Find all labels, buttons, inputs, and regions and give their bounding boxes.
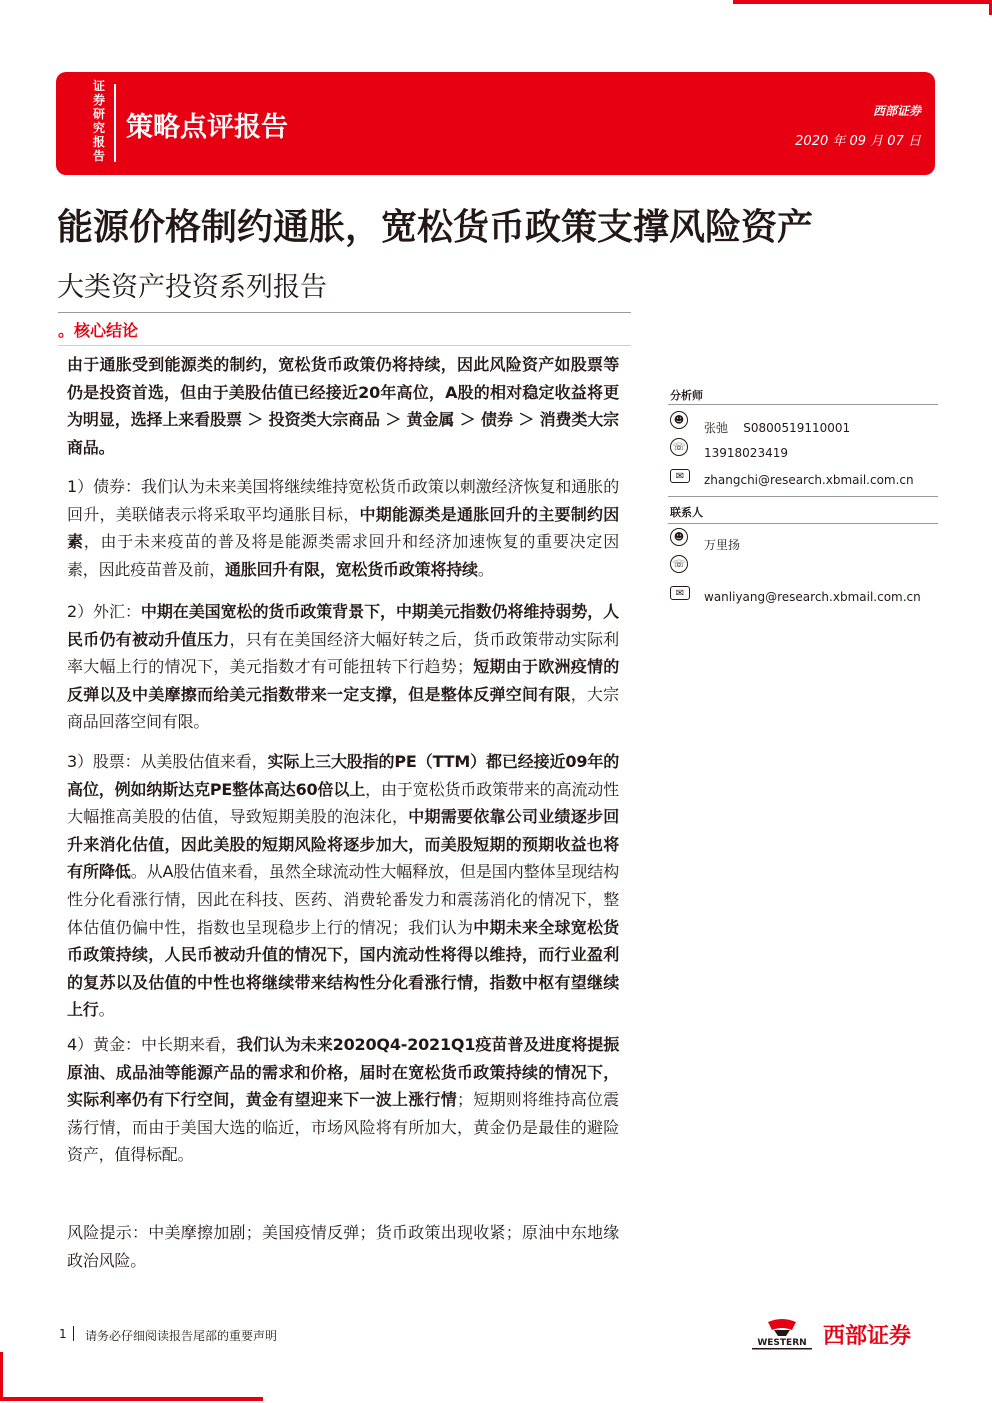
- banner-divider: [114, 84, 116, 162]
- fx-text-1: 2）外汇：: [67, 602, 141, 621]
- person-icon: ☻: [670, 528, 688, 546]
- page-title: 能源价格制约通胀，宽松货币政策支撑风险资产: [57, 207, 814, 248]
- banner-company: 西部证券: [872, 104, 921, 118]
- fx-highlight-2: 短期由于欧洲疫情的反弹以及中美摩擦而给美元指数带来一定支撑，但是整体反弹空间有限: [67, 657, 619, 704]
- equities-text-2: ，由于宽松货币政策带来的高流动性大幅推高美股的估值，导致短期美股的泡沫化，: [67, 779, 619, 827]
- summary-paragraph: 由于通胀受到能源类的制约，宽松货币政策仍将持续，因此风险资产如股票等仍是投资首选，但由于美股估值已经接近20年高位，A股的相对稳定收益将更为明显，选择上来看股票 ＞ 投资类大宗商品 ＞ 黄金属 ＞ 债券 ＞ 消费类大宗商品。: [67, 355, 619, 457]
- report-date: 2020 年 09 月 07 日: [795, 134, 921, 149]
- equities-text-1: 3）股票：从美股估值来看，: [67, 752, 268, 771]
- report-type: 策略点评报告: [126, 112, 288, 143]
- analyst-name-line: [704, 419, 850, 436]
- logo-small-text: WESTERN: [757, 1338, 807, 1348]
- western-logo-icon: [748, 1318, 816, 1352]
- bonds-text-3: 。: [477, 559, 494, 579]
- contact-email[interactable]: wanliyang@research.xbmail.com.cn: [704, 590, 921, 604]
- gold-text-1: 4）黄金：中长期来看，: [67, 1035, 237, 1054]
- equities-text-4: 。: [98, 1000, 115, 1020]
- fx-highlight-1: 中期在美国宽松的货币政策背景下，中期美元指数仍将维持弱势，人民币仍有被动升值压力: [67, 602, 619, 649]
- fx-paragraph: [67, 598, 619, 736]
- person-icon: ☻: [670, 411, 688, 429]
- footer-notice: 请务必仔细阅读报告尾部的重要声明: [85, 1329, 278, 1343]
- bonds-text-1: 1）债券：我们认为未来美国将继续维持宽松货币政策以刺激经济恢复和通胀的回升，美联储表示将采取平均通胀目标，: [67, 477, 619, 524]
- section-rule-lower: [58, 345, 631, 346]
- bonds-highlight-2: 通胀回升有限，宽松货币政策将持续: [225, 559, 478, 579]
- contact-rule: [668, 523, 938, 524]
- gold-paragraph: [67, 1031, 619, 1169]
- analyst-name: 张弛: [704, 421, 729, 435]
- bottom-corner-tick: [0, 1352, 3, 1401]
- analyst-phone: 13918023419: [704, 446, 788, 460]
- bonds-text-2: ，由于未来疫苗的普及将是能源类需求回升和经济加速恢复的重要决定因素，因此疫苗普及前，: [67, 532, 619, 579]
- report-banner: [56, 72, 935, 175]
- equities-highlight-1: 实际上三大股指的PE（TTM）都已经接近09年的高位，例如纳斯达克PE整体高达60倍以上: [67, 752, 619, 799]
- fx-text-2: ，只有在美国经济大幅好转之后，货币政策带动实际利率大幅上行的情况下，美元指数才有可能扭转下行趋势；: [67, 629, 619, 677]
- analyst-label: 分析师: [670, 389, 703, 402]
- equities-text-3: 。从A股估值来看，虽然全球流动性大幅释放，但是国内整体呈现结构性分化看涨行情，因此在科技、医药、消费轮番发力和震荡消化的情况下，整体估值仍偏中性，指数也呈现稳步上行的情况；我们认为: [67, 862, 620, 937]
- equities-highlight-2: 中期需要依靠公司业绩逐步回升来消化估值，因此美股的短期风险将逐步加大，而美股短期的预期收益也将有所降低: [67, 807, 619, 882]
- page-number: 1: [59, 1327, 67, 1341]
- analyst-email[interactable]: zhangchi@research.xbmail.com.cn: [704, 473, 914, 487]
- contact-top-rule: [668, 496, 938, 497]
- top-corner-line: [733, 0, 992, 4]
- mail-icon: ✉: [670, 586, 690, 600]
- contact-name: 万里扬: [704, 538, 741, 552]
- equities-highlight-3: 中期未来全球宽松货币政策持续，人民币被动升值的情况下，国内流动性将得以维持，而行业盈利的复苏以及估值的中性也将继续带来结构性分化看涨行情，指数中枢有望继续上行: [67, 917, 619, 1020]
- fx-text-3: ，大宗商品回落空间有限。: [67, 684, 619, 732]
- equities-paragraph: [67, 748, 619, 1024]
- section-heading: 。核心结论: [58, 321, 139, 340]
- footer-separator: [73, 1326, 74, 1341]
- section-rule: [58, 312, 631, 313]
- analyst-id: S0800519110001: [743, 421, 851, 435]
- bonds-highlight-1: 中期能源类是通胀回升的主要制约因素: [67, 504, 619, 552]
- report-body: [67, 351, 620, 1270]
- gold-highlight-1: 我们认为未来2020Q4-2021Q1疫苗普及进度将提振原油、成品油等能源产品的需求和价格，届时在宽松货币政策持续的情况下，实际利率仍有下行空间，黄金有望迎来下一波上涨行情: [67, 1035, 619, 1110]
- phone-icon: ☏: [670, 555, 688, 573]
- gold-text-2: ；短期则将维持高位震荡行情，而由于美国大选的临近，市场风险将有所加大，黄金仍是最佳的避险资产，值得标配。: [67, 1090, 619, 1165]
- mail-icon: ✉: [670, 469, 690, 483]
- bonds-paragraph: [67, 473, 619, 583]
- vertical-label: 证券研究报告: [92, 79, 105, 163]
- risk-paragraph: 风险提示：中美摩擦加剧；美国疫情反弹；货币政策出现收紧；原油中东地缘政治风险。: [67, 1223, 619, 1270]
- contact-label: 联系人: [670, 506, 703, 519]
- analyst-rule: [668, 404, 938, 405]
- phone-icon: ☏: [670, 438, 688, 456]
- bottom-corner-line: [0, 1397, 263, 1401]
- footer-logo-text: 西部证券: [823, 1324, 912, 1349]
- page-subtitle: 大类资产投资系列报告: [57, 272, 327, 303]
